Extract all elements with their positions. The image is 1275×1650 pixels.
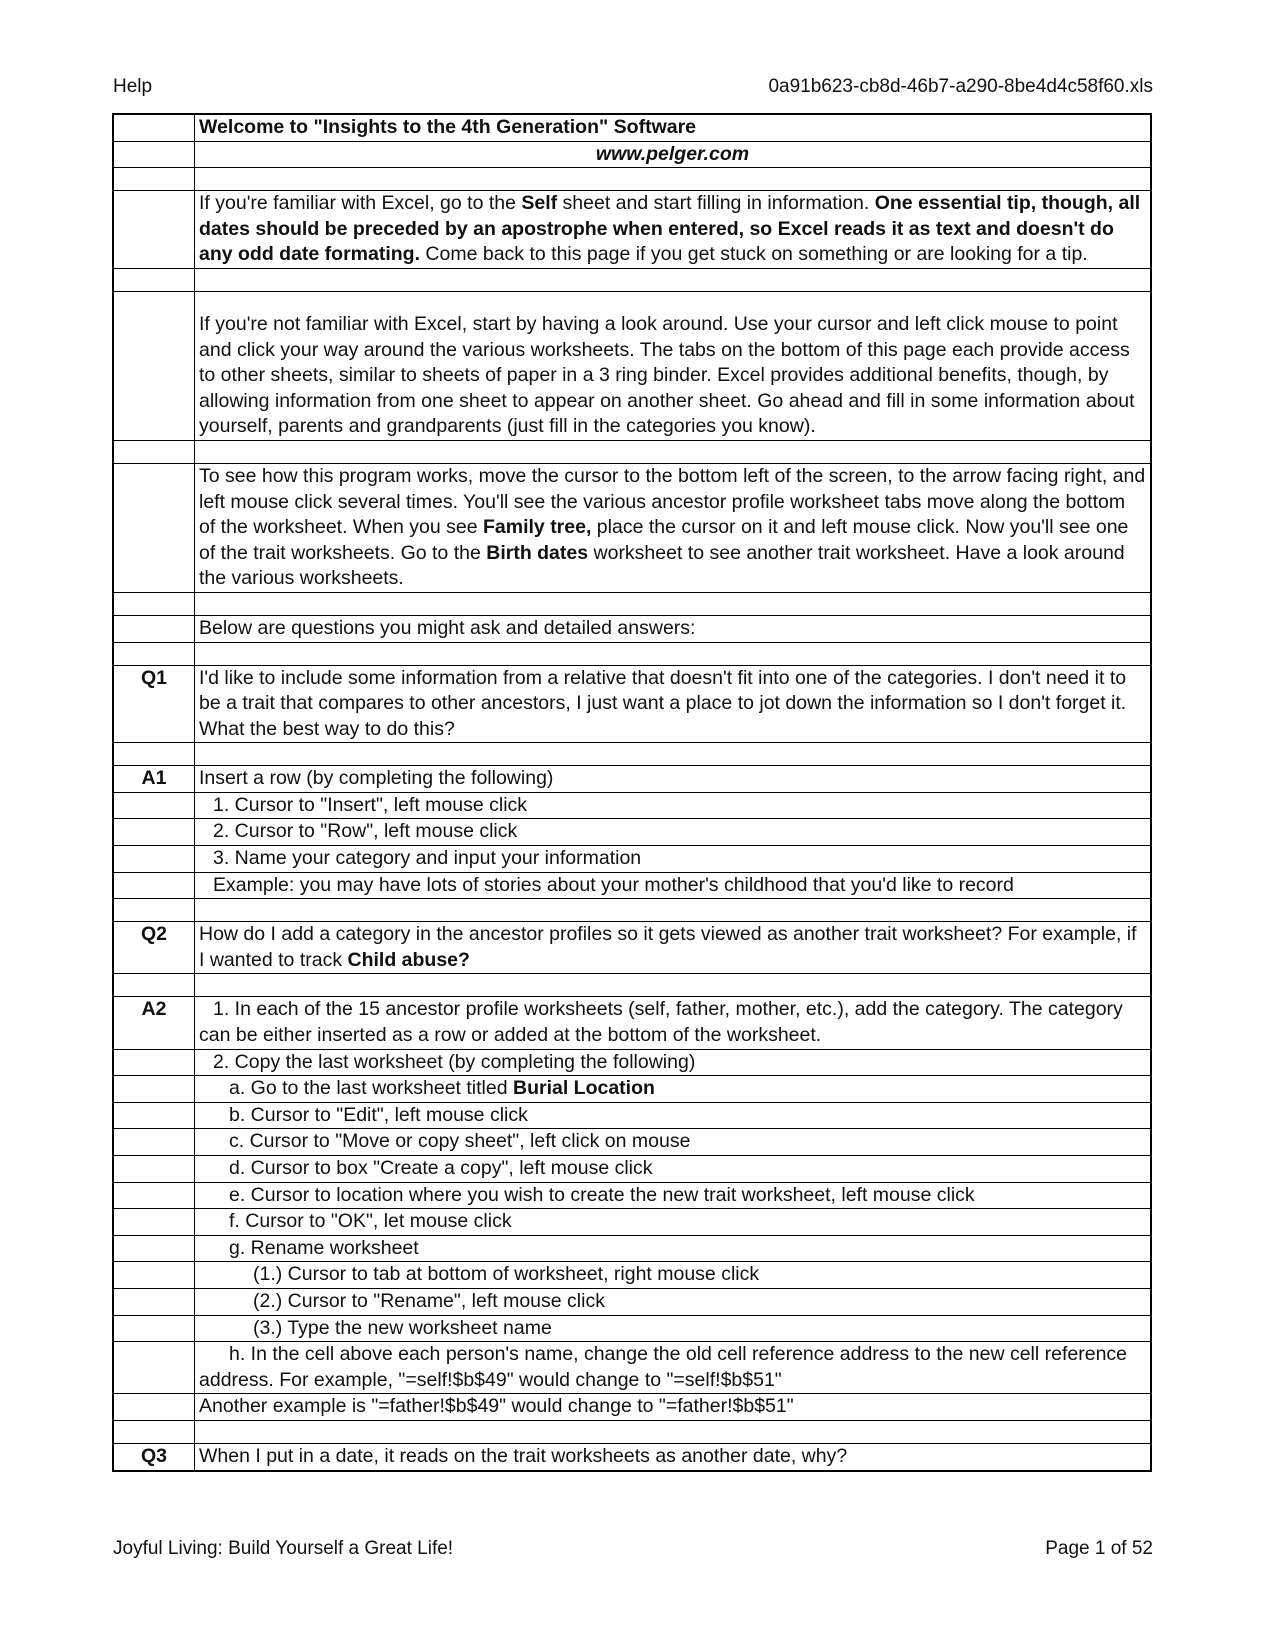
table-row xyxy=(113,1288,1151,1315)
question-label-q1: Q1 xyxy=(113,665,195,743)
help-sheet-table xyxy=(112,113,1152,1472)
answer-a2-substep: h. In the cell above each person's name, change the old cell reference address to the new cell reference address. For example, "=self!$b$49" would change to "=self!$b$51" xyxy=(195,1342,1152,1394)
program-walkthrough: To see how this program works, move the cursor to the bottom left of the screen, to the arrow facing right, and left mouse click several times. You'll see the various ancestor profile worksheet tabs move along the bottom of the worksheet. When you see Family tree, place the cursor on it and left mouse click. Now you'll see one of the trait worksheets. Go to the Birth dates worksheet to see another trait worksheet. Have a look around the various worksheets. xyxy=(195,463,1152,592)
intro-excel-familiar: If you're familiar with Excel, go to the Self sheet and start filling in information. One essential tip, though, all dates should be preceded by an apostrophe when entered, so Excel reads it as text and doesn't do any odd date formating. Come back to this page if you get stuck on something or are looking for a tip. xyxy=(195,191,1152,269)
table-row xyxy=(113,872,1151,899)
answer-a1-line: 2. Cursor to "Row", left mouse click xyxy=(195,819,1152,846)
table-row xyxy=(113,792,1151,819)
answer-a2-subsubstep: (2.) Cursor to "Rename", left mouse click xyxy=(195,1288,1152,1315)
table-row xyxy=(113,743,1151,766)
table-row xyxy=(113,997,1151,1049)
page-number: Page 1 of 52 xyxy=(1045,1538,1153,1559)
answer-a2-subsubstep: (1.) Cursor to tab at bottom of worksheet, right mouse click xyxy=(195,1262,1152,1289)
page-header-left: Help xyxy=(113,76,153,97)
table-row xyxy=(113,114,1151,141)
question-q3-text: When I put in a date, it reads on the trait worksheets as another date, why? xyxy=(195,1443,1152,1470)
answer-label-a1: A1 xyxy=(113,766,195,793)
table-row xyxy=(113,1262,1151,1289)
table-row xyxy=(113,1420,1151,1443)
question-label-q2: Q2 xyxy=(113,922,195,974)
answer-a2-substep: e. Cursor to location where you wish to create the new trait worksheet, left mouse click xyxy=(195,1182,1152,1209)
answer-a2-substep: d. Cursor to box "Create a copy", left mouse click xyxy=(195,1156,1152,1183)
table-row xyxy=(113,291,1151,440)
table-row xyxy=(113,615,1151,642)
table-row xyxy=(113,1342,1151,1394)
table-row xyxy=(113,268,1151,291)
table-row xyxy=(113,463,1151,592)
answer-a2-example: Another example is "=father!$b$49" would change to "=father!$b$51" xyxy=(195,1394,1152,1421)
table-row xyxy=(113,819,1151,846)
page-header-filename: 0a91b623-cb8d-46b7-a290-8be4d4c58f60.xls xyxy=(768,76,1153,97)
answer-a2-substep: f. Cursor to "OK", let mouse click xyxy=(195,1209,1152,1236)
table-row xyxy=(113,1049,1151,1076)
answer-a1-line: 3. Name your category and input your information xyxy=(195,846,1152,873)
answer-a2-step1: 1. In each of the 15 ancestor profile worksheets (self, father, mother, etc.), add the category. The category can be either inserted as a row or added at the bottom of the worksheet. xyxy=(195,997,1152,1049)
table-row xyxy=(113,642,1151,665)
table-row xyxy=(113,1076,1151,1103)
table-row xyxy=(113,592,1151,615)
table-row xyxy=(113,766,1151,793)
question-q2-text: How do I add a category in the ancestor profiles so it gets viewed as another trait worksheet? For example, if I wanted to track Child abuse? xyxy=(195,922,1152,974)
answer-a1-line: Insert a row (by completing the following) xyxy=(195,766,1152,793)
table-row xyxy=(113,1209,1151,1236)
table-row xyxy=(113,141,1151,168)
answer-a1-line: 1. Cursor to "Insert", left mouse click xyxy=(195,792,1152,819)
table-row xyxy=(113,1315,1151,1342)
question-q1-text: I'd like to include some information from a relative that doesn't fit into one of the categories. I don't need it to be a trait that compares to other ancestors, I just want a place to jot down the information so I don't forget it. What the best way to do this? xyxy=(195,665,1152,743)
page-footer-left: Joyful Living: Build Yourself a Great Life! xyxy=(113,1538,454,1559)
answer-a2-step2: 2. Copy the last worksheet (by completing the following) xyxy=(195,1049,1152,1076)
answer-a2-substep: g. Rename worksheet xyxy=(195,1235,1152,1262)
answer-a2-substep: b. Cursor to "Edit", left mouse click xyxy=(195,1102,1152,1129)
table-row xyxy=(113,440,1151,463)
table-row xyxy=(113,846,1151,873)
questions-intro: Below are questions you might ask and detailed answers: xyxy=(195,615,1152,642)
table-row xyxy=(113,665,1151,743)
answer-a1-line: Example: you may have lots of stories about your mother's childhood that you'd like to record xyxy=(195,872,1152,899)
table-row xyxy=(113,191,1151,269)
table-row xyxy=(113,1235,1151,1262)
question-label-q3: Q3 xyxy=(113,1443,195,1470)
answer-a2-substep: a. Go to the last worksheet titled Burial Location xyxy=(195,1076,1152,1103)
answer-label-a2: A2 xyxy=(113,997,195,1049)
website-url[interactable]: www.pelger.com xyxy=(195,141,1152,168)
table-row xyxy=(113,1129,1151,1156)
table-row xyxy=(113,1156,1151,1183)
table-row xyxy=(113,974,1151,997)
table-row xyxy=(113,899,1151,922)
intro-excel-unfamiliar: If you're not familiar with Excel, start by having a look around. Use your cursor and left click mouse to point and click your way around the various worksheets. The tabs on the bottom of this page each provide access to other sheets, similar to sheets of paper in a 3 ring binder. Excel provides additional benefits, though, by allowing information from one sheet to appear on another sheet. Go ahead and fill in some information about yourself, parents and grandparents (just fill in the categories you know). xyxy=(195,291,1152,440)
table-row xyxy=(113,1394,1151,1421)
table-row xyxy=(113,922,1151,974)
table-row xyxy=(113,1182,1151,1209)
table-row xyxy=(113,168,1151,191)
table-row xyxy=(113,1102,1151,1129)
answer-a2-substep: c. Cursor to "Move or copy sheet", left click on mouse xyxy=(195,1129,1152,1156)
sheet-title: Welcome to "Insights to the 4th Generation" Software xyxy=(195,114,1152,141)
table-row xyxy=(113,1443,1151,1470)
answer-a2-subsubstep: (3.) Type the new worksheet name xyxy=(195,1315,1152,1342)
